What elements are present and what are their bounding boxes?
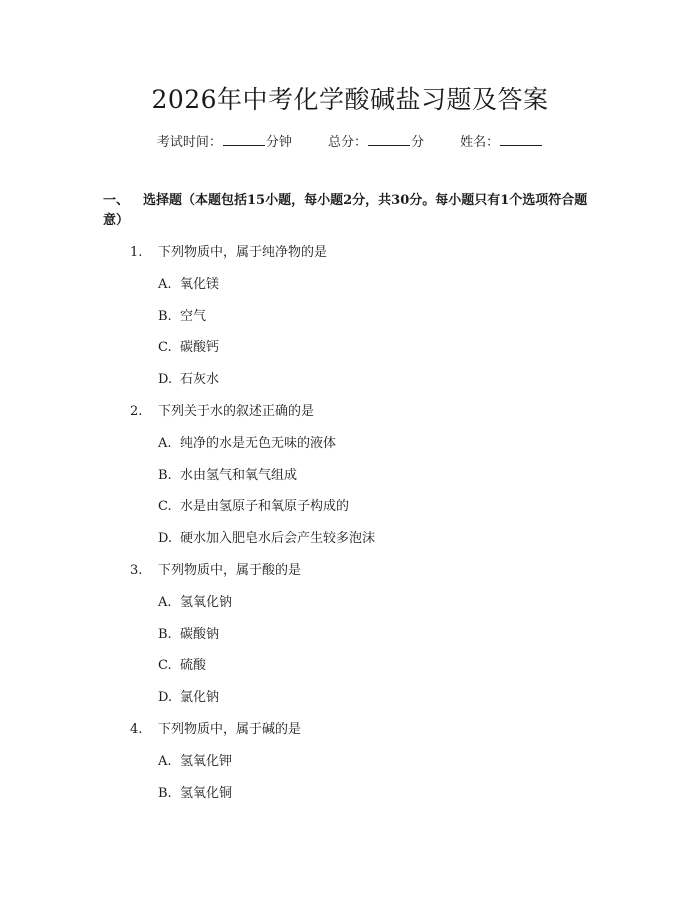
answer-option[interactable] <box>0 688 700 720</box>
option-letter: B. <box>158 626 172 642</box>
option-letter: A. <box>158 435 172 451</box>
option-letter: D. <box>158 372 173 388</box>
exam-info <box>0 131 700 150</box>
option-text: 空气 <box>180 308 207 324</box>
total-score-label: 总分： <box>327 135 367 150</box>
question-list <box>0 243 700 815</box>
answer-option[interactable] <box>0 338 700 370</box>
answer-option[interactable] <box>0 625 700 657</box>
option-text: 氯化钠 <box>180 690 220 706</box>
answer-option[interactable] <box>0 497 700 529</box>
name-blank[interactable] <box>500 133 542 146</box>
question-text: 下列物质中，属于酸的是 <box>158 562 302 578</box>
exam-time-blank[interactable] <box>223 133 265 146</box>
option-letter: B. <box>158 467 172 483</box>
option-text: 碳酸钙 <box>180 340 220 356</box>
section-number: 一、 <box>103 193 130 208</box>
option-text: 氢氧化钾 <box>180 753 233 769</box>
question-item <box>0 402 700 434</box>
answer-option[interactable] <box>0 466 700 498</box>
option-letter: C. <box>158 499 172 515</box>
option-text: 硫酸 <box>180 658 207 674</box>
question-item <box>0 720 700 752</box>
name-field <box>460 131 543 150</box>
option-text: 碳酸钠 <box>180 626 220 642</box>
question-item <box>0 561 700 593</box>
answer-option[interactable] <box>0 656 700 688</box>
option-letter: A. <box>158 276 172 292</box>
total-score-blank[interactable] <box>368 133 410 146</box>
option-letter: D. <box>158 690 173 706</box>
answer-option[interactable] <box>0 784 700 816</box>
question-number: 3. <box>130 562 143 578</box>
question-number: 2. <box>130 403 143 419</box>
exam-time-label: 考试时间： <box>156 135 222 150</box>
option-text: 纯净的水是无色无味的液体 <box>180 435 337 451</box>
page-title: 2026年中考化学酸碱盐习题及答案 <box>151 85 549 114</box>
answer-option[interactable] <box>0 752 700 784</box>
name-label: 姓名： <box>460 135 500 150</box>
question-number: 1. <box>130 245 143 260</box>
answer-option[interactable] <box>0 307 700 339</box>
option-text: 水由氢气和氧气组成 <box>180 467 298 483</box>
option-text: 氢氧化铜 <box>180 785 233 801</box>
option-letter: D. <box>158 531 173 547</box>
answer-option[interactable] <box>0 593 700 625</box>
answer-option[interactable] <box>0 370 700 402</box>
section-instructions: 选择题（本题包括15小题，每小题2分，共30分。每小题只有1个选项符合题意） <box>103 193 588 228</box>
option-text: 硬水加入肥皂水后会产生较多泡沫 <box>180 531 376 547</box>
option-letter: B. <box>158 308 172 324</box>
option-letter: A. <box>158 753 172 769</box>
answer-option[interactable] <box>0 434 700 466</box>
question-item <box>0 243 700 275</box>
option-text: 氧化镁 <box>180 276 220 292</box>
section-heading <box>103 191 603 231</box>
option-text: 氢氧化钠 <box>180 594 233 610</box>
answer-option[interactable] <box>0 275 700 307</box>
option-letter: C. <box>158 340 172 356</box>
total-score-field <box>328 131 424 150</box>
question-text: 下列关于水的叙述正确的是 <box>158 403 315 419</box>
exam-time-field <box>157 131 292 150</box>
question-text: 下列物质中，属于碱的是 <box>158 721 302 737</box>
option-letter: C. <box>158 658 172 674</box>
option-letter: B. <box>158 785 172 801</box>
question-number: 4. <box>130 721 143 737</box>
question-text: 下列物质中，属于纯净物的是 <box>158 245 328 260</box>
exam-time-unit: 分钟 <box>265 135 292 150</box>
option-letter: A. <box>158 594 172 610</box>
total-score-unit: 分 <box>411 135 425 150</box>
answer-option[interactable] <box>0 529 700 561</box>
option-text: 水是由氢原子和氧原子构成的 <box>180 499 350 515</box>
option-text: 石灰水 <box>180 372 220 388</box>
